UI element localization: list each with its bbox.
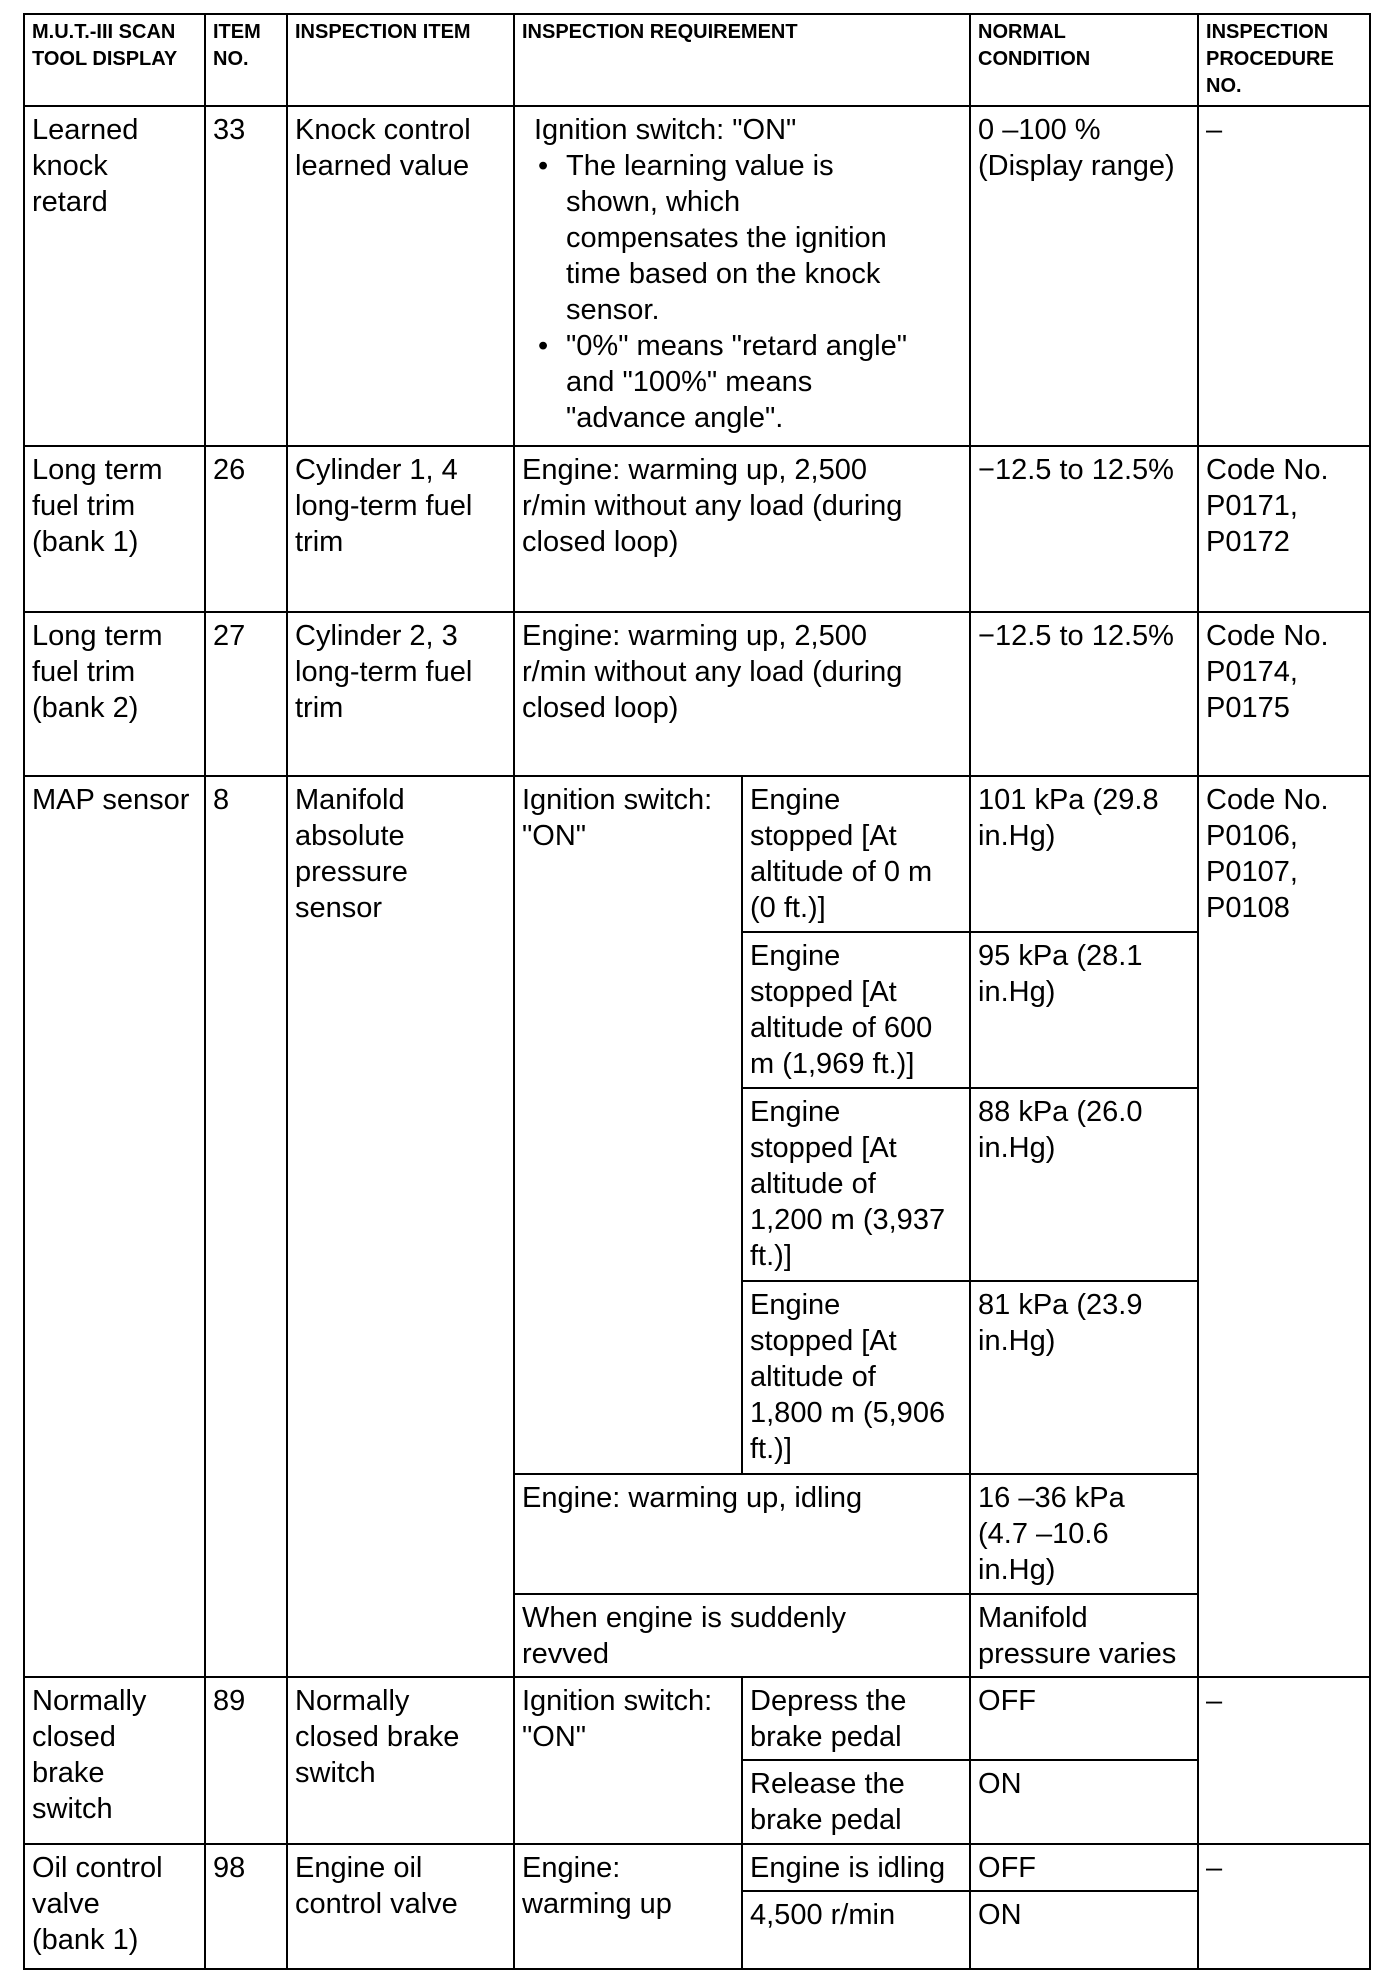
ltft1-item-no: 26	[205, 446, 287, 612]
ltft2-requirement: Engine: warming up, 2,500 r/min without any load (during closed loop)	[514, 612, 970, 776]
ltft2-display: Long term fuel trim (bank 2)	[24, 612, 205, 776]
knock-req-title: Ignition switch: "ON"	[534, 114, 797, 146]
map-sub-req-3: Engine stopped [At altitude of 1,200 m (3,937 ft.)]	[742, 1088, 970, 1281]
table-row	[24, 1677, 1370, 1760]
ltft1-normal: −12.5 to 12.5%	[970, 446, 1198, 612]
map-sub-normal-4: 81 kPa (23.9 in.Hg)	[970, 1281, 1198, 1474]
header-procedure-no: INSPECTION PROCEDURE NO.	[1198, 14, 1370, 106]
header-inspection-requirement: INSPECTION REQUIREMENT	[514, 14, 970, 106]
ocv-display: Oil control valve (bank 1)	[24, 1844, 205, 1969]
table-row	[24, 776, 1370, 932]
ocv-sub-normal-2: ON	[970, 1891, 1198, 1969]
ocv-sub-req-2: 4,500 r/min	[742, 1891, 970, 1969]
map-rev-normal: Manifold pressure varies	[970, 1594, 1198, 1677]
ltft1-display: Long term fuel trim (bank 1)	[24, 446, 205, 612]
brake-sub-req-1: Depress the brake pedal	[742, 1677, 970, 1760]
knock-requirement	[514, 106, 970, 446]
map-procedure: Code No. P0106, P0107, P0108	[1198, 776, 1370, 1677]
map-rev-req: When engine is suddenly revved	[514, 1594, 970, 1677]
ltft2-item-no: 27	[205, 612, 287, 776]
table-row	[24, 106, 1370, 446]
map-display: MAP sensor	[24, 776, 205, 1677]
ocv-item: Engine oil control valve	[287, 1844, 514, 1969]
header-inspection-item: INSPECTION ITEM	[287, 14, 514, 106]
table-row	[24, 1844, 1370, 1891]
brake-item-no: 89	[205, 1677, 287, 1844]
map-item-no: 8	[205, 776, 287, 1677]
ocv-item-no: 98	[205, 1844, 287, 1969]
map-item: Manifold absolute pressure sensor	[287, 776, 514, 1677]
ocv-sub-req-1: Engine is idling	[742, 1844, 970, 1891]
table-header-row	[24, 14, 1370, 106]
table-row	[24, 446, 1370, 612]
header-item-no: ITEM NO.	[205, 14, 287, 106]
knock-item-no: 33	[205, 106, 287, 446]
knock-item: Knock control learned value	[287, 106, 514, 446]
ltft2-procedure: Code No. P0174, P0175	[1198, 612, 1370, 776]
brake-sub-normal-2: ON	[970, 1760, 1198, 1844]
brake-item: Normally closed brake switch	[287, 1677, 514, 1844]
ltft2-item: Cylinder 2, 3 long-term fuel trim	[287, 612, 514, 776]
brake-display: Normally closed brake switch	[24, 1677, 205, 1844]
ocv-condition: Engine: warming up	[514, 1844, 742, 1969]
map-idle-normal: 16 –36 kPa (4.7 –10.6 in.Hg)	[970, 1474, 1198, 1594]
map-sub-normal-1: 101 kPa (29.8 in.Hg)	[970, 776, 1198, 932]
map-sub-normal-3: 88 kPa (26.0 in.Hg)	[970, 1088, 1198, 1281]
ltft1-requirement: Engine: warming up, 2,500 r/min without any load (during closed loop)	[514, 446, 970, 612]
map-condition: Ignition switch: "ON"	[514, 776, 742, 1474]
table-row	[24, 612, 1370, 776]
knock-bullet-1: • The learning value is shown, which compensates the ignition time based on the knock sensor.	[566, 148, 963, 328]
inspection-table	[23, 13, 1371, 1970]
knock-normal: 0 –100 % (Display range)	[970, 106, 1198, 446]
brake-sub-req-2: Release the brake pedal	[742, 1760, 970, 1844]
ltft1-procedure: Code No. P0171, P0172	[1198, 446, 1370, 612]
brake-procedure: –	[1198, 1677, 1370, 1844]
ocv-sub-normal-1: OFF	[970, 1844, 1198, 1891]
brake-sub-normal-1: OFF	[970, 1677, 1198, 1760]
ltft1-item: Cylinder 1, 4 long-term fuel trim	[287, 446, 514, 612]
map-sub-req-1: Engine stopped [At altitude of 0 m (0 ft.)]	[742, 776, 970, 932]
knock-bullet-2: • "0%" means "retard angle" and "100%" means "advance angle".	[566, 328, 963, 436]
knock-req-bullets	[522, 148, 963, 436]
knock-procedure: –	[1198, 106, 1370, 446]
map-sub-req-2: Engine stopped [At altitude of 600 m (1,969 ft.)]	[742, 932, 970, 1088]
header-normal-condition: NORMAL CONDITION	[970, 14, 1198, 106]
map-sub-normal-2: 95 kPa (28.1 in.Hg)	[970, 932, 1198, 1088]
knock-display: Learned knock retard	[24, 106, 205, 446]
ltft2-normal: −12.5 to 12.5%	[970, 612, 1198, 776]
ocv-procedure: –	[1198, 1844, 1370, 1969]
map-sub-req-4: Engine stopped [At altitude of 1,800 m (5,906 ft.)]	[742, 1281, 970, 1474]
brake-condition: Ignition switch: "ON"	[514, 1677, 742, 1844]
map-idle-req: Engine: warming up, idling	[514, 1474, 970, 1594]
header-display: M.U.T.-III SCAN TOOL DISPLAY	[24, 14, 205, 106]
